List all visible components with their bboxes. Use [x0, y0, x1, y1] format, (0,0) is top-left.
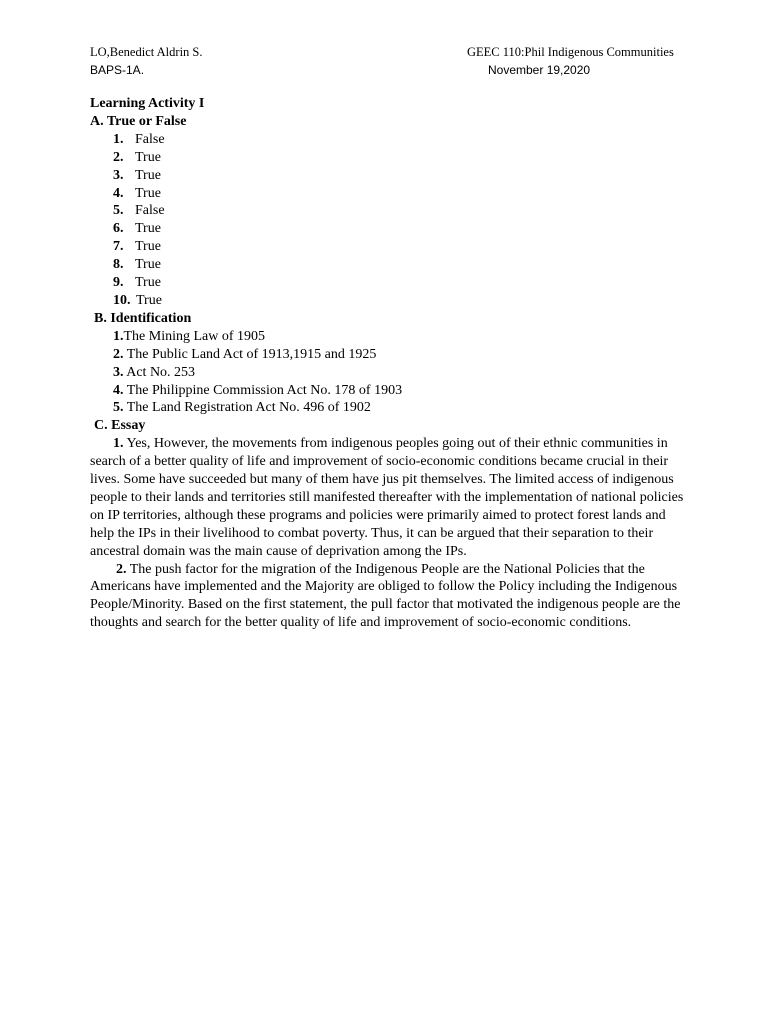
student-name: LO,Benedict Aldrin S. — [90, 45, 203, 59]
item-number: 2. — [113, 149, 124, 165]
tf-item — [90, 256, 690, 274]
tf-item — [90, 167, 690, 185]
essay-paragraph — [90, 435, 690, 560]
item-number: 2. — [113, 346, 124, 362]
item-number: 3. — [113, 167, 124, 183]
item-answer: True — [135, 185, 161, 201]
tf-item — [90, 238, 690, 256]
identification-item — [90, 399, 690, 417]
item-answer: True — [135, 149, 161, 165]
tf-item — [90, 202, 690, 220]
item-answer: True — [135, 257, 161, 273]
identification-item — [90, 382, 690, 400]
tf-item — [90, 220, 690, 238]
item-answer: False — [135, 203, 165, 219]
item-answer: True — [136, 292, 162, 308]
item-number: 8. — [113, 257, 124, 273]
part-b-heading: B. Identification — [94, 310, 192, 326]
essay-text: Yes, However, the movements from indigenous peoples going out of their ethnic communities in search of a better quality of life and improvement of socio-economic conditions became crucial in their lives. Some have succeeded but many of them have jus pit themselves. The limited access of indigenous people to their lands and territories still manifested thereafter with the implementation of national policies on IP territories, although these programs and policies were primarily aimed to protect forest lands and help the IPs in their livelihood to combat poverty. Thus, it can be argued that their separation to their ancestral domain was the main cause of deprivation among the IPs. — [90, 436, 684, 559]
identification-item — [90, 346, 690, 364]
item-answer: The Philippine Commission Act No. 178 of 1903 — [123, 382, 403, 398]
tf-item — [90, 292, 690, 310]
section-label: BAPS-1A. — [90, 63, 145, 77]
item-number: 10. — [113, 292, 131, 308]
identification-item — [90, 364, 690, 382]
item-answer: The Land Registration Act No. 496 of 1902 — [123, 400, 371, 416]
document-body — [90, 95, 690, 632]
tf-item — [90, 149, 690, 167]
essay-section — [90, 435, 690, 632]
item-number: 6. — [113, 221, 124, 237]
item-answer: True — [135, 221, 161, 237]
item-answer: True — [135, 239, 161, 255]
date-label: November 19,2020 — [488, 63, 591, 77]
item-number: 1. — [113, 328, 124, 344]
identification-list — [90, 328, 690, 418]
item-number: 9. — [113, 275, 124, 291]
item-number: 1. — [113, 436, 124, 452]
essay-text: The push factor for the migration of the Indigenous People are the National Policies that the Americans have implemented and the Majority are obliged to follow the Policy including the Indigenous People/Minority. Based on the first statement, the pull factor that motivated the indigenous people are the thoughts and search for the better quality of life and improvement of socio-economic conditions. — [90, 561, 681, 631]
item-number: 4. — [113, 185, 124, 201]
item-answer: True — [135, 275, 161, 291]
item-number: 3. — [113, 364, 124, 380]
tf-item — [90, 274, 690, 292]
essay-paragraph — [90, 561, 690, 633]
item-number: 4. — [113, 382, 124, 398]
true-false-list — [90, 131, 690, 310]
course-title: GEEC 110:Phil Indigenous Communities — [467, 45, 674, 59]
identification-item — [90, 328, 690, 346]
item-number: 2. — [116, 561, 127, 577]
part-a-heading: A. True or False — [90, 113, 187, 129]
activity-title: Learning Activity I — [90, 96, 205, 111]
tf-item — [90, 131, 690, 149]
item-number: 1. — [113, 131, 124, 147]
item-number: 7. — [113, 239, 124, 255]
item-number: 5. — [113, 400, 124, 416]
part-c-heading: C. Essay — [94, 418, 146, 434]
item-answer: Act No. 253 — [123, 364, 196, 380]
item-answer: False — [135, 131, 165, 147]
item-answer: The Public Land Act of 1913,1915 and 1925 — [123, 346, 377, 362]
item-number: 5. — [113, 203, 124, 219]
item-answer: The Mining Law of 1905 — [123, 328, 266, 344]
item-answer: True — [135, 167, 161, 183]
tf-item — [90, 185, 690, 203]
